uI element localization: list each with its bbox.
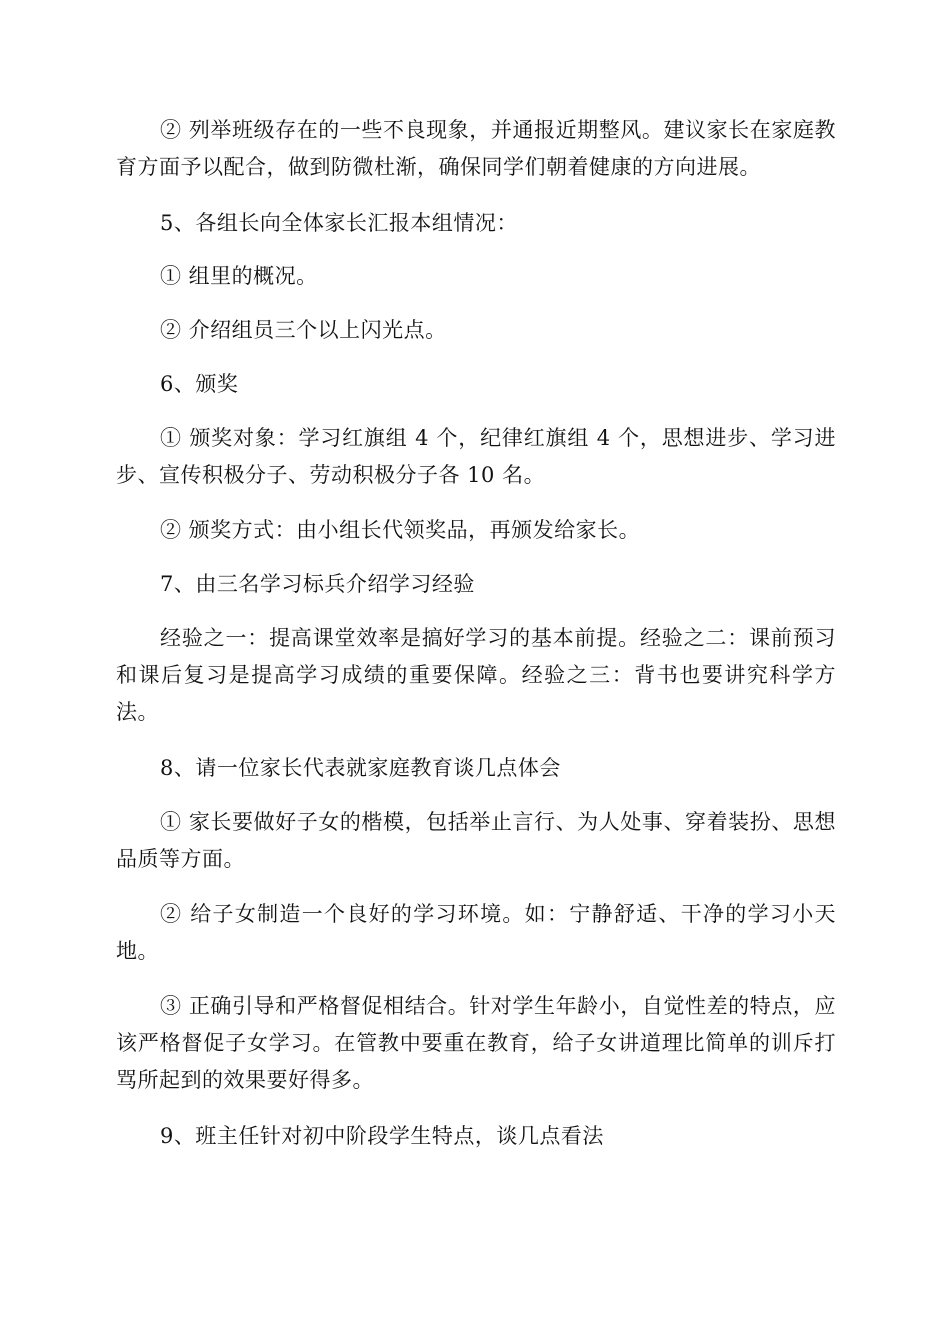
section-7-heading: 7、由三名学习标兵介绍学习经验 [160, 572, 475, 596]
item-2-notice-paragraph: ② 列举班级存在的一些不良现象，并通报近期整风。建议家长在家庭教育方面予以配合，做到防微杜渐，确保同学们朝着健康的方向进展。 [116, 118, 836, 179]
award-targets-paragraph: ① 颁奖对象：学习红旗组 4 个，纪律红旗组 4 个，思想进步、学习进步、宣传积极分子、劳动积极分子各 10 名。 [116, 426, 836, 487]
award-method-paragraph: ② 颁奖方式：由小组长代领奖品，再颁发给家长。 [160, 518, 641, 542]
section-8-heading: 8、请一位家长代表就家庭教育谈几点体会 [160, 756, 561, 780]
parent-role-model-paragraph: ① 家长要做好子女的楷模，包括举止言行、为人处事、穿着装扮、思想品质等方面。 [116, 810, 836, 871]
study-environment-paragraph: ② 给子女制造一个良好的学习环境。如：宁静舒适、干净的学习小天地。 [116, 902, 836, 963]
study-experience-paragraph: 经验之一：提高课堂效率是搞好学习的基本前提。经验之二：课前预习和课后复习是提高学习成绩的重要保障。经验之三：背书也要讲究科学方法。 [116, 626, 836, 724]
section-5-item-2: ② 介绍组员三个以上闪光点。 [160, 318, 447, 342]
section-5-heading: 5、各组长向全体家长汇报本组情况： [160, 211, 518, 235]
section-5-item-1: ① 组里的概况。 [160, 264, 318, 288]
section-6-heading: 6、颁奖 [160, 372, 239, 396]
guidance-supervision-paragraph: ③ 正确引导和严格督促相结合。针对学生年龄小，自觉性差的特点，应该严格督促子女学习。在管教中要重在教育，给子女讲道理比简单的训斥打骂所起到的效果要好得多。 [116, 994, 836, 1092]
section-9-heading: 9、班主任针对初中阶段学生特点，谈几点看法 [160, 1124, 604, 1148]
